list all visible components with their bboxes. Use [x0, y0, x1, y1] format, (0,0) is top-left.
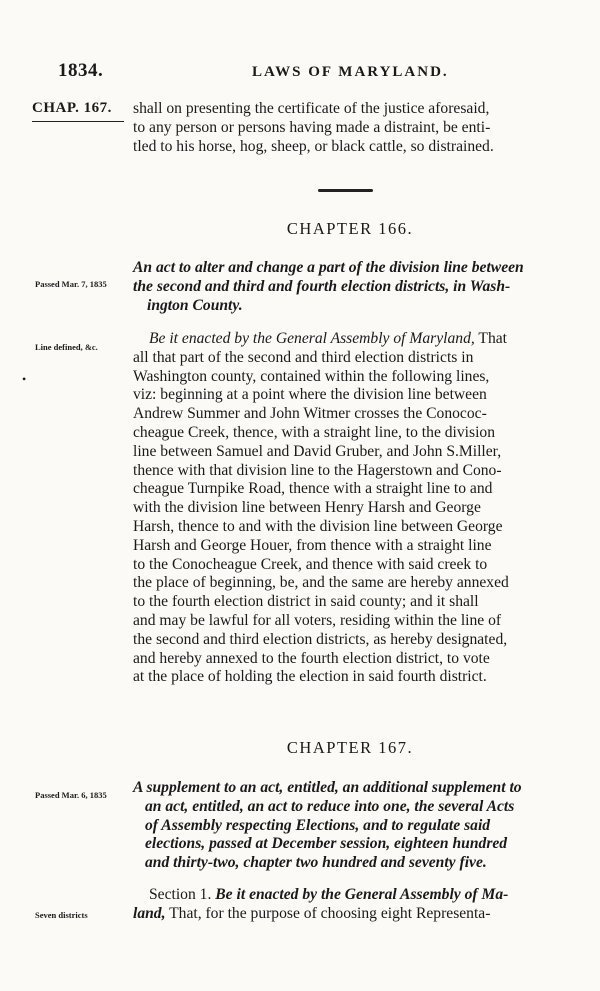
text-line: the second and third election districts, as hereby designated, [133, 630, 508, 648]
enacting-clause: Be it enacted by the General Assembly of Maryland, [149, 330, 475, 347]
chapter-reference: CHAP. 167. [32, 100, 112, 116]
section-divider [318, 189, 373, 192]
title-line: An act to alter and change a part of the division line between [133, 259, 524, 276]
text-line: and hereby annexed to the fourth election district, to vote [133, 649, 490, 667]
enacting-clause-end: land, [133, 904, 166, 922]
section-line [133, 905, 570, 924]
enacting-line [133, 330, 570, 349]
text-line: line between Samuel and David Gruber, and John S.Miller, [133, 442, 502, 460]
enacting-tail: That [474, 330, 507, 347]
title-line: an act, entitled, an act to reduce into one, the several Acts [145, 797, 515, 815]
text-line: cheague Turnpike Road, thence with a straight line to and [133, 480, 493, 498]
text-line: at the place of holding the election in said fourth district. [133, 668, 487, 686]
text-line: Harsh, thence to and with the division line between George [133, 517, 503, 535]
text-line: viz: beginning at a point where the division line between [133, 386, 487, 404]
text-line: to any person or persons having made a distraint, be enti- [133, 118, 491, 136]
chapter-reference-rule [32, 121, 124, 122]
text-line: tled to his horse, hog, sheep, or black cattle, so distrained. [133, 137, 494, 155]
title-line: and thirty-two, chapter two hundred and seventy five. [145, 854, 487, 872]
title-line: the second and third and fourth election districts, in Wash- [133, 277, 511, 295]
chapter-166-title [133, 259, 570, 315]
margin-note-seven-districts: Seven districts [35, 910, 88, 920]
text-line: cheague Creek, thence, with a straight line, to the division [133, 423, 496, 441]
text-line: to the fourth election district in said county; and it shall [133, 593, 479, 611]
text-line: thence with that division line to the Hagerstown and Cono- [133, 461, 502, 479]
margin-note-passed-167: Passed Mar. 6, 1835 [35, 790, 107, 800]
text-line: and may be lawful for all voters, residing within the line of [133, 611, 502, 629]
page-year: 1834. [58, 60, 104, 81]
title-line: elections, passed at December session, eighteen hundred [145, 835, 508, 853]
chapter-167-title [133, 779, 570, 873]
section-label: Section 1. [149, 886, 212, 903]
section-text: That, for the purpose of choosing eight Representa- [165, 904, 491, 922]
enacting-clause: Be it enacted by the General Assembly of Ma- [215, 886, 509, 903]
chapter-167-heading: CHAPTER 167. [286, 738, 414, 757]
title-line: ington County. [147, 296, 243, 314]
chapter-166-heading: CHAPTER 166. [286, 219, 414, 238]
text-line: shall on presenting the certificate of the justice aforesaid, [133, 100, 490, 117]
ink-dot: • [22, 372, 27, 386]
chapter-167-section-1 [133, 886, 570, 924]
title-line: of Assembly respecting Elections, and to regulate said [145, 816, 491, 834]
text-line: Washington county, contained within the following lines, [133, 367, 490, 385]
chapter-166-body [133, 330, 570, 687]
text-line: to the Conocheague Creek, and thence with said creek to [133, 555, 488, 573]
text-line: Harsh and George Houer, from thence with a straight line [133, 536, 492, 554]
text-line: Andrew Summer and John Witmer crosses the Conococ- [133, 405, 487, 423]
title-line: A supplement to an act, entitled, an additional supplement to [133, 779, 522, 796]
section-line [133, 886, 570, 905]
text-line: all that part of the second and third election districts in [133, 348, 474, 366]
text-line: with the division line between Henry Harsh and George [133, 499, 481, 517]
margin-note-line-defined: Line defined, &c. [35, 342, 98, 352]
running-title: LAWS OF MARYLAND. [252, 64, 449, 80]
text-line: the place of beginning, be, and the same are hereby annexed [133, 574, 509, 592]
margin-note-passed-166: Passed Mar. 7, 1835 [35, 279, 107, 289]
intro-paragraph [133, 100, 570, 156]
